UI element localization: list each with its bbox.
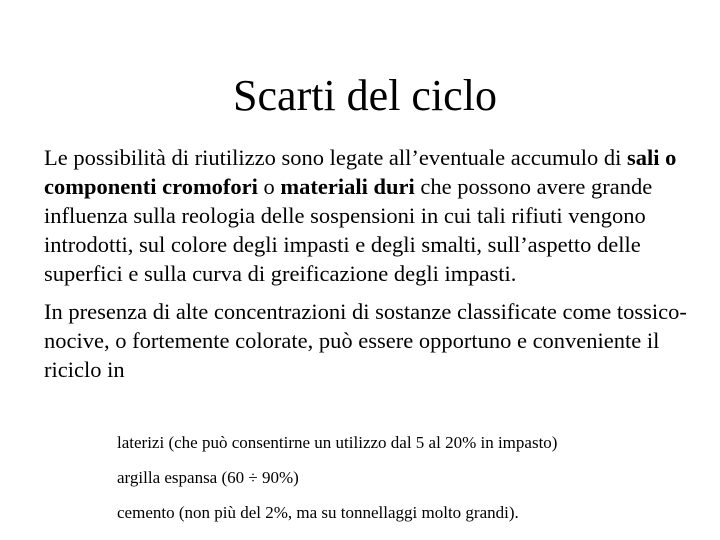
paragraph-reuse-text-1: Le possibilità di riutilizzo sono legate all’eventuale accumulo di: [44, 145, 627, 170]
paragraph-reuse-text-3: che possono avere grande influenza sulla reologia delle sospensioni in cui tali rifiuti vengono introdotti, sul colore degli impasti e degli smalti, sull’aspetto delle superfici e sulla curva di greificazione degli impasti.: [44, 174, 653, 286]
list-item-laterizi: laterizi (che può consentirne un utilizzo dal 5 al 20% in impasto): [117, 433, 558, 452]
paragraph-recycling: In presenza di alte concentrazioni di sostanze classificate come tossico-nocive, o fortemente colorate, può essere opportuno e conveniente il riciclo in: [44, 299, 687, 382]
list-item-argilla: argilla espansa (60 ÷ 90%): [117, 468, 299, 487]
slide-body: [44, 143, 714, 393]
paragraph-reuse-bold-2: materiali duri: [280, 174, 415, 199]
paragraph-reuse-bold-1: sali o componenti cromofori: [44, 145, 677, 199]
recycling-list: [117, 432, 717, 537]
slide-title: Scarti del ciclo: [233, 71, 497, 120]
paragraph-reuse-text-2: o: [257, 174, 281, 199]
paragraph-reuse: [44, 143, 714, 288]
list-item-cemento: cemento (non più del 2%, ma su tonnellaggi molto grandi).: [117, 503, 519, 522]
